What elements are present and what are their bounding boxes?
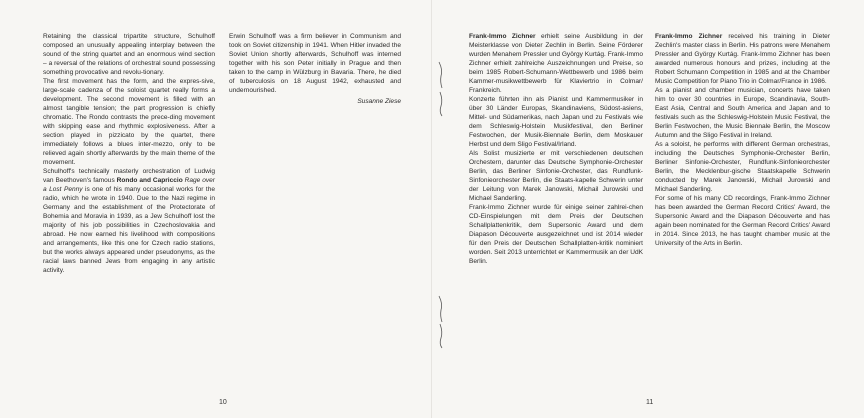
right-column-german [469, 32, 643, 266]
page-number-left: 10 [219, 399, 227, 406]
paragraph-text: is one of his many occasional works for the radio, which he wrote in 1940. Due to the Nazi regime in Germany and the establishment of the Protectorate of Bohemia and Moravia in 1939, as a Jew Schulhoff lost the majority of his job possibilities in Czechoslovakia and abroad. He now earned his livelihood with compositions and arrangements, like this one for Czech radio stations, but the works always appeared under pseudonyms, as the racial laws banned Jews from engaging in any artistic activity. [43, 186, 215, 275]
author-signature: Susanne Ziese [357, 98, 401, 106]
work-subtitle-italic: Rage over a Lost Penny [43, 177, 215, 194]
paragraph: For some of his many CD recordings, Frank-Immo Zichner has been awarded the German Record Critics' Award, the Supersonic Award and the Diapason Découverte and has again been nominated for the German Record Critics' Award in 2014. Since 2013, he has taught chamber music at the University of the Arts in Berlin. [655, 195, 830, 248]
work-title-bold: Rondo and Capriccio [116, 177, 183, 185]
paragraph-text: The first movement has the form, and the expres-sive, large-scale cadenza of the soloist quartet really forms a development. The second movement is filled with an almost tangible tension; the part progression is chiefly chromatic. The Rondo contrasts the prece-ding movement with skipping ease and rhythmic explosiveness. After a section played in pizzicato by the quartet, there immediately follows a blues inter-mezzo, only to be relieved again shortly afterwards by the main theme of the movement. [43, 78, 215, 167]
paragraph: Als Solist musizierte er mit verschiedenen deutschen Orchestern, darunter das Deutsche Symphonie-Orchester Berlin, das Berliner Sinfonie-Orchester, das Rundfunk-Sinfonieorchester Berlin, die Staats-kapelle Schwerin unter der Leitung von Marek Janowski, Michail Jurowski und Michael Sanderling. [469, 150, 643, 203]
paragraph: Erwin Schulhoff was a firm believer in Communism and took on Soviet citizenship in 1941. When Hitler invaded the Soviet Union shortly afterwards, Schulhoff was interned together with his son Peter initially in Prague and then taken to the camp in Wülzburg in Bavaria. There, he died of tuberculosis on 18 August 1942, exhausted and undernourished. [229, 33, 401, 95]
paragraph: Frank-Immo Zichner wurde für einige seiner zahlrei-chen CD-Einspielungen mit dem Preis der Deutschen Schallplattenkritik, dem Supersonic Award und dem Diapason Découverte ausgezeichnet und ist 2014 wieder für den Preis der Deutschen Schallplatten-kritik nominiert worden. Seit 2013 unterrichtet er Kammermusik an der UdK Berlin. [469, 204, 643, 266]
paragraph: As a pianist and chamber musician, concerts have taken him to over 30 countries in Europe, Scandinavia, South-East Asia, Central and South America and Japan and to festivals such as the Schleswig-Holstein Music Festival, the Berlin Festwochen, the Music Biennale Berlin, the Moscow Autumn and the Sligo Festival in Ireland. [655, 87, 830, 140]
artist-name: Frank-Immo Zichner [469, 33, 536, 40]
paragraph: Konzerte führten ihn als Pianist und Kammermusiker in über 30 Länder Europas, Skandinaviens, Südost-asiens, Mittel- und Südamerikas, nach Japan und zu Festivals wie dem Schleswig-Holstein Musikfestival, den Berliner Festwochen, der Musik-Biennale Berlin, dem Moskauer Herbst und dem Sligo Festival/Irland. [469, 96, 643, 149]
bracket-mark-icon [436, 60, 446, 90]
right-column-english [655, 32, 830, 248]
bracket-mark-icon [436, 88, 446, 118]
paragraph-text: erhielt seine Ausbildung in der Meisterklasse von Dieter Zechlin in Berlin. Seine Förderer wurden Menahem Pressler und György Kurtág. Frank-Immo Zichner erhielt zahlreiche Auszeichnungen und Preise, so beim 1985 Robert-Schumann-Wettbewerb und 1986 beim Kammer-musikwettbewerb für Klaviertrio in Colmar/ Frankreich. [469, 33, 644, 95]
page-number-right: 11 [646, 399, 654, 406]
paragraph-text: Schulhoff's technically masterly orchestration of Ludwig van Beethoven's famous [43, 168, 215, 185]
left-column-2 [229, 32, 401, 106]
bracket-mark-icon [436, 320, 446, 350]
left-column-1 [43, 32, 215, 275]
artist-name: Frank-Immo Zichner [655, 33, 723, 40]
paragraph [43, 77, 215, 167]
paragraph-text: received his training in Dieter Zechlin's master class in Berlin. His patrons were Menahem Pressler and György Kurtág. Frank-Immo Zichner has been awarded numerous honours and prizes, including at the Robert Schumann Competition in 1985 and at the Chamber Music Competition for Piano Trio in Colmar/France in 1986. [655, 33, 831, 86]
paragraph: Retaining the classical tripartite structure, Schulhoff composed an unusually appealing interplay between the sound of the string quartet and an enormous wind section – a reversal of the relations of orchestral sound possessing something provocative and revolu-tionary. [43, 33, 215, 77]
paragraph [469, 32, 643, 95]
paragraph: As a soloist, he performs with different German orchestras, including the Deutsches Symphonie-Orchester Berlin, Berliner Sinfonie-Orchester, Rundfunk-Sinfonieorchester Berlin, the Mecklenbur-gische Staatskapelle Schwerin conducted by Marek Janowski, Michail Jurowski and Michael Sanderling. [655, 141, 830, 194]
paragraph [43, 167, 215, 275]
paragraph [655, 32, 830, 86]
